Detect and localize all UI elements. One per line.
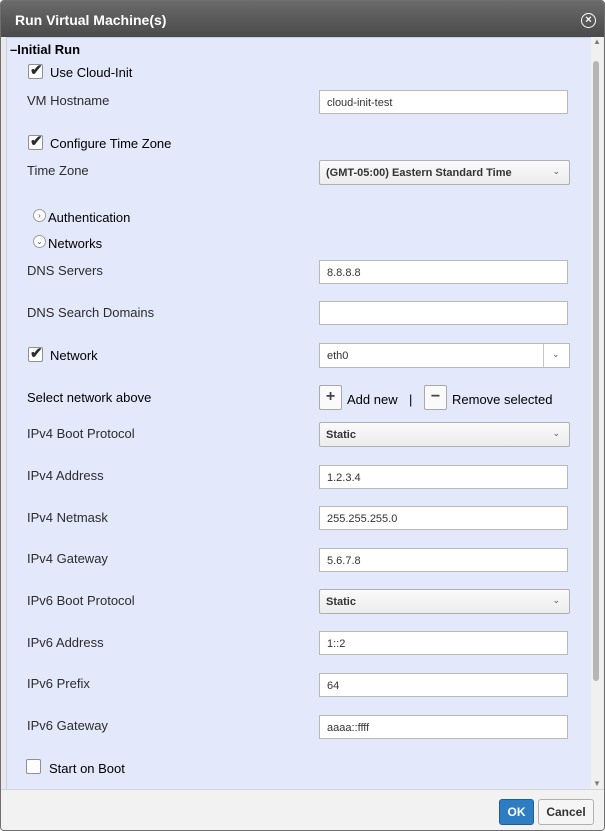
ipv4-netmask-input[interactable] (319, 506, 568, 530)
select-divider (543, 344, 544, 367)
dns-search-domains-input[interactable] (319, 301, 568, 325)
authentication-toggle[interactable]: Authentication (48, 210, 131, 225)
ipv4-boot-protocol-label: IPv4 Boot Protocol (27, 426, 135, 441)
chevron-down-icon: ⌄ (552, 595, 560, 605)
ipv4-gateway-input[interactable] (319, 548, 568, 572)
time-zone-select[interactable] (319, 160, 570, 185)
minus-icon: − (430, 388, 441, 405)
checkmark-icon: ✔ (30, 345, 43, 362)
network-checkbox[interactable] (28, 347, 43, 362)
vm-hostname-label: VM Hostname (27, 93, 110, 108)
chevron-down-icon: ⌄ (552, 349, 560, 359)
network-label: Network (50, 348, 98, 363)
dns-search-domains-label: DNS Search Domains (27, 305, 155, 320)
ipv4-gateway-label: IPv4 Gateway (27, 551, 108, 566)
ipv6-gateway-input[interactable] (319, 715, 568, 739)
network-select[interactable] (319, 343, 570, 368)
plus-icon: + (325, 388, 336, 405)
section-title: Initial Run (17, 42, 81, 57)
use-cloud-init-label: Use Cloud-Init (50, 65, 133, 80)
ipv4-address-input[interactable] (319, 465, 568, 489)
remove-selected-label[interactable]: Remove selected (452, 392, 553, 407)
ipv6-prefix-input[interactable] (319, 673, 568, 697)
use-cloud-init-checkbox[interactable] (28, 64, 43, 79)
section-header-initial-run[interactable] (10, 42, 80, 57)
start-on-boot-label: Start on Boot (49, 761, 125, 776)
ipv6-prefix-label: IPv6 Prefix (27, 676, 90, 691)
add-new-label[interactable]: Add new (347, 392, 398, 407)
ipv4-boot-protocol-value: Static (326, 429, 356, 441)
network-value: eth0 (327, 350, 349, 362)
chevron-down-icon: ⌄ (552, 166, 560, 176)
vertical-scrollbar[interactable] (591, 37, 603, 789)
ipv6-address-input[interactable] (319, 631, 568, 655)
close-icon[interactable]: × (581, 13, 596, 28)
cancel-button[interactable]: Cancel (538, 799, 594, 825)
ipv4-address-label: IPv4 Address (27, 468, 104, 483)
ipv6-boot-protocol-select[interactable] (319, 589, 570, 614)
scroll-down-icon[interactable]: ▼ (593, 779, 601, 788)
ok-button[interactable]: OK (499, 799, 534, 825)
initial-run-panel (6, 37, 593, 791)
ipv4-netmask-value: 255.255.255.0 (327, 513, 398, 525)
ipv6-address-label: IPv6 Address (27, 635, 104, 650)
configure-time-zone-checkbox[interactable] (28, 135, 43, 150)
collapse-icon: – (10, 42, 18, 57)
dialog-footer (1, 789, 604, 831)
select-network-above-label: Select network above (27, 390, 152, 405)
ipv4-address-value: 1.2.3.4 (327, 472, 361, 484)
ipv6-gateway-value: aaaa::ffff (327, 722, 370, 734)
dialog-titlebar[interactable] (1, 1, 604, 37)
dns-servers-label: DNS Servers (27, 263, 103, 278)
action-separator: | (409, 392, 413, 407)
ipv6-prefix-value: 64 (327, 680, 340, 692)
ipv4-boot-protocol-select[interactable] (319, 422, 570, 447)
chevron-down-icon: ⌄ (552, 428, 560, 438)
vm-hostname-value: cloud-init-test (327, 97, 393, 109)
start-on-boot-checkbox[interactable] (26, 759, 41, 774)
time-zone-value: (GMT-05:00) Eastern Standard Time (326, 167, 512, 179)
dns-servers-input[interactable] (319, 260, 568, 284)
checkmark-icon: ✔ (30, 133, 43, 150)
dialog-title: Run Virtual Machine(s) (15, 12, 167, 28)
ipv4-gateway-value: 5.6.7.8 (327, 555, 361, 567)
vm-hostname-input[interactable] (319, 90, 568, 114)
scroll-up-icon[interactable]: ▲ (593, 37, 601, 46)
time-zone-label: Time Zone (27, 163, 89, 178)
remove-network-button[interactable] (424, 385, 447, 410)
networks-toggle[interactable]: Networks (48, 236, 103, 251)
ipv4-netmask-label: IPv4 Netmask (27, 510, 108, 525)
ipv6-boot-protocol-label: IPv6 Boot Protocol (27, 593, 135, 608)
expand-right-icon[interactable]: › (33, 209, 46, 222)
dns-servers-value: 8.8.8.8 (327, 267, 361, 279)
ipv6-gateway-label: IPv6 Gateway (27, 718, 108, 733)
configure-time-zone-label: Configure Time Zone (50, 136, 172, 151)
checkmark-icon: ✔ (30, 62, 43, 79)
ipv6-boot-protocol-value: Static (326, 596, 356, 608)
scrollbar-thumb[interactable] (593, 61, 599, 681)
ipv6-address-value: 1::2 (327, 638, 346, 650)
expand-down-icon[interactable]: ⌄ (33, 235, 46, 248)
add-network-button[interactable] (319, 385, 342, 410)
